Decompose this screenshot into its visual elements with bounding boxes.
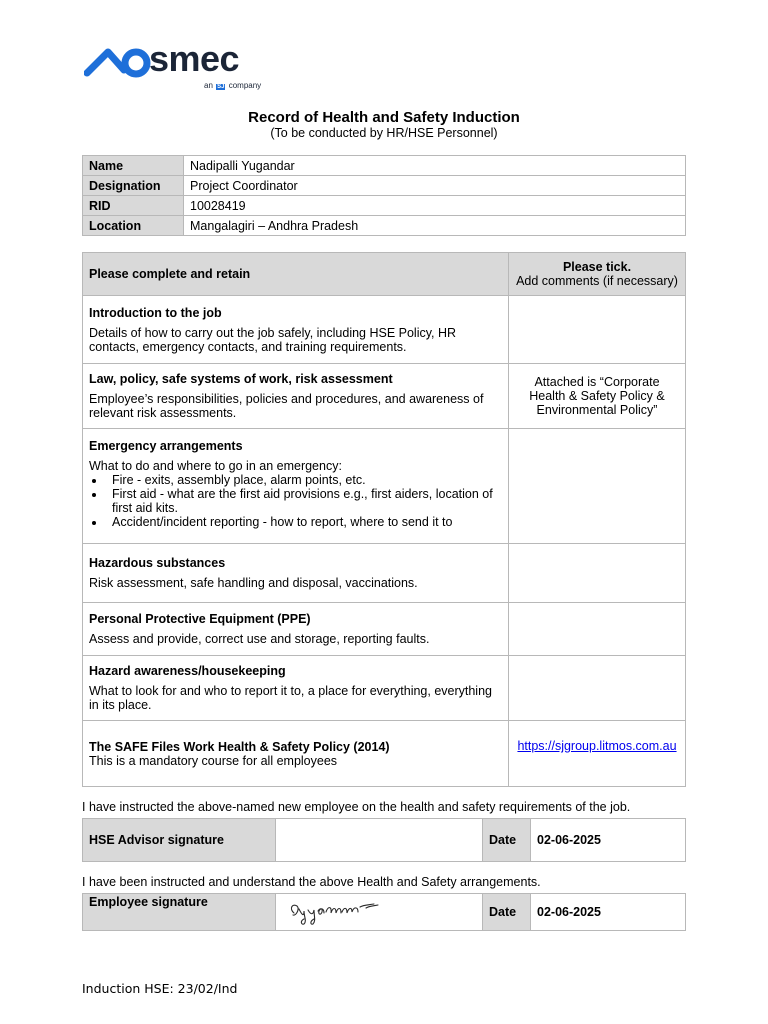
bullet-item: • First aid - what are the first aid provisions e.g., first aiders, location of first aid kits.	[106, 487, 502, 515]
hse-signature-table	[82, 818, 686, 862]
section-comment-cell[interactable]	[509, 296, 686, 364]
section-text	[83, 429, 509, 544]
info-row-name	[83, 156, 686, 176]
emergency-bullet-list	[89, 473, 502, 529]
checklist-header-left: Please complete and retain	[83, 253, 509, 296]
employee-info-table	[82, 155, 686, 236]
section-body: This is a mandatory course for all employees	[89, 753, 338, 768]
section-comment-cell[interactable]	[509, 603, 686, 656]
checklist-row-law-policy	[83, 364, 686, 429]
section-link-cell	[509, 721, 686, 787]
info-label: Designation	[83, 176, 184, 196]
footer-reference: Induction HSE: 23/02/Ind	[82, 981, 238, 996]
checklist-row-hazardous	[83, 544, 686, 603]
section-body: What to look for and who to report it to, a place for everything, everything in its place.	[89, 684, 492, 712]
section-text	[83, 544, 509, 603]
checklist-row-ppe	[83, 603, 686, 656]
section-comment-cell[interactable]	[509, 544, 686, 603]
section-title: Law, policy, safe systems of work, risk assessment	[89, 372, 393, 386]
hse-signature-date[interactable]: 02-06-2025	[531, 819, 686, 862]
section-body: Risk assessment, safe handling and disposal, vaccinations.	[89, 576, 418, 590]
section-comment-cell[interactable]	[509, 429, 686, 544]
hse-signature-field[interactable]	[276, 819, 483, 862]
logo-wordmark: smec	[149, 38, 240, 79]
info-row-location	[83, 216, 686, 236]
section-body: Employee’s responsibilities, policies and procedures, and awareness of relevant risk assessments.	[89, 392, 484, 420]
info-value: Project Coordinator	[184, 176, 686, 196]
info-row-designation	[83, 176, 686, 196]
document-subtitle: (To be conducted by HR/HSE Personnel)	[270, 126, 498, 140]
info-label: RID	[83, 196, 184, 216]
section-title: Hazardous substances	[89, 556, 226, 570]
info-label: Name	[83, 156, 184, 176]
employee-signature-label: Employee signature	[83, 894, 276, 931]
info-label: Location	[83, 216, 184, 236]
info-row-rid	[83, 196, 686, 216]
date-label: Date	[483, 819, 531, 862]
section-title: Emergency arrangements	[89, 439, 243, 453]
employee-statement: I have been instructed and understand the above Health and Safety arrangements.	[82, 875, 541, 889]
checklist-header-row	[83, 253, 686, 296]
section-text	[83, 721, 509, 787]
section-body: Details of how to carry out the job safely, including HSE Policy, HR contacts, emergency contacts, and training requirements.	[89, 325, 457, 354]
section-body: Assess and provide, correct use and storage, reporting faults.	[89, 632, 430, 646]
litmos-course-link[interactable]: https://sjgroup.litmos.com.au	[517, 739, 677, 753]
employee-signature-field[interactable]	[276, 894, 483, 931]
section-text	[83, 296, 509, 364]
handwritten-signature	[286, 897, 396, 927]
logo-tagline: an SJ company	[204, 81, 262, 90]
employee-signature-table	[82, 893, 686, 931]
bullet-item: • Fire - exits, assembly place, alarm points, etc.	[106, 473, 502, 487]
section-title: The SAFE Files Work Health & Safety Policy (2014)	[89, 739, 390, 754]
checklist-row-introduction	[83, 296, 686, 364]
document-title: Record of Health and Safety Induction	[248, 109, 520, 126]
section-text	[83, 603, 509, 656]
hse-signature-label: HSE Advisor signature	[83, 819, 276, 862]
info-value: Nadipalli Yugandar	[184, 156, 686, 176]
employee-signature-date[interactable]: 02-06-2025	[531, 894, 686, 931]
checklist-header-right: Please tick. Add comments (if necessary)	[509, 253, 686, 296]
section-title: Hazard awareness/housekeeping	[89, 664, 286, 678]
section-title: Introduction to the job	[89, 305, 222, 320]
hse-statement: I have instructed the above-named new employee on the health and safety requirements of the job.	[82, 800, 631, 814]
date-label: Date	[483, 894, 531, 931]
section-title: Personal Protective Equipment (PPE)	[89, 612, 311, 626]
section-comment-cell[interactable]	[509, 656, 686, 721]
info-value: Mangalagiri – Andhra Pradesh	[184, 216, 686, 236]
checklist-row-safe-files	[83, 721, 686, 787]
bullet-item: • Accident/incident reporting - how to report, where to send it to	[106, 515, 502, 529]
sj-badge: SJ	[217, 84, 225, 90]
checklist-row-housekeeping	[83, 656, 686, 721]
induction-checklist-table	[82, 252, 686, 787]
section-text	[83, 656, 509, 721]
info-value: 10028419	[184, 196, 686, 216]
section-body: What to do and where to go in an emergency:	[89, 459, 342, 473]
section-comment-cell[interactable]: Attached is “Corporate Health & Safety Policy & Environmental Policy”	[509, 364, 686, 429]
checklist-row-emergency	[83, 429, 686, 544]
section-text	[83, 364, 509, 429]
